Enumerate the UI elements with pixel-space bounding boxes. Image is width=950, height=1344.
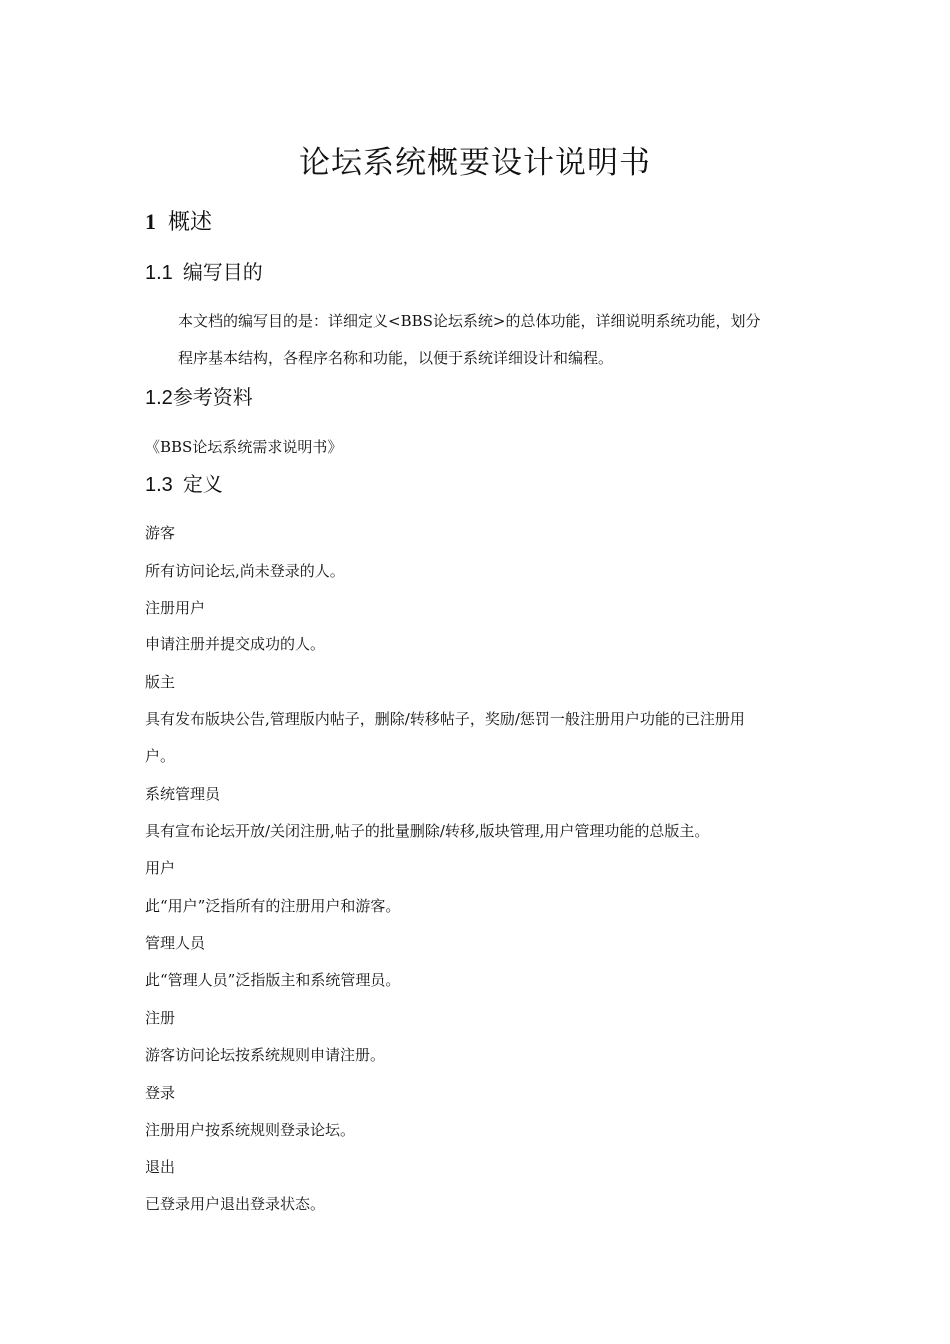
section-title: 参考资料 <box>172 387 253 409</box>
section-title: 概述 <box>168 210 213 235</box>
section-title: 编写目的 <box>182 262 263 284</box>
definition-term-moderator: 版主 <box>145 673 176 691</box>
definition-text-login: 注册用户按系统规则登录论坛。 <box>145 1121 356 1139</box>
definition-text-moderator: 具有发布版块公告,管理版内帖子，删除/转移帖子，奖励/惩罚一般注册用户功能的已注册用 <box>145 710 745 728</box>
definition-text-guest: 所有访问论坛,尚未登录的人。 <box>145 562 345 580</box>
definition-term-guest: 游客 <box>145 524 176 542</box>
definition-term-managers: 管理人员 <box>145 934 206 952</box>
section-number: 1 <box>145 209 156 234</box>
section-heading-references <box>145 383 253 413</box>
definition-term-sysadmin: 系统管理员 <box>145 785 221 803</box>
section-number: 1.2 <box>145 387 173 409</box>
definition-text-managers: 此“管理人员”泛指版主和系统管理员。 <box>145 971 401 989</box>
definition-term-logout: 退出 <box>145 1158 176 1176</box>
definition-text-user: 此“用户”泛指所有的注册用户和游客。 <box>145 897 401 915</box>
definition-text-registered: 申请注册并提交成功的人。 <box>145 635 326 653</box>
purpose-line-1: 本文档的编写目的是：详细定义<BBS论坛系统>的总体功能，详细说明系统功能，划分 <box>178 312 761 330</box>
definition-term-login: 登录 <box>145 1084 176 1102</box>
section-heading-purpose <box>145 258 263 288</box>
section-number: 1.3 <box>145 474 173 496</box>
section-heading-overview <box>145 206 212 239</box>
definition-text-moderator-cont: 户。 <box>145 747 176 765</box>
purpose-line-2: 程序基本结构，各程序名称和功能，以便于系统详细设计和编程。 <box>178 349 614 367</box>
definition-text-sysadmin: 具有宣布论坛开放/关闭注册,帖子的批量删除/转移,版块管理,用户管理功能的总版主。 <box>145 822 710 840</box>
section-title: 定义 <box>182 474 223 496</box>
definition-text-register: 游客访问论坛按系统规则申请注册。 <box>145 1046 386 1064</box>
definition-term-user: 用户 <box>145 859 176 877</box>
definition-term-registered: 注册用户 <box>145 599 206 617</box>
definition-text-logout: 已登录用户退出登录状态。 <box>145 1195 326 1213</box>
section-heading-definitions <box>145 470 223 500</box>
reference-item: 《BBS论坛系统需求说明书》 <box>145 438 343 456</box>
section-number: 1.1 <box>145 262 173 284</box>
definition-term-register: 注册 <box>145 1009 176 1027</box>
document-title: 论坛系统概要设计说明书 <box>299 145 651 181</box>
